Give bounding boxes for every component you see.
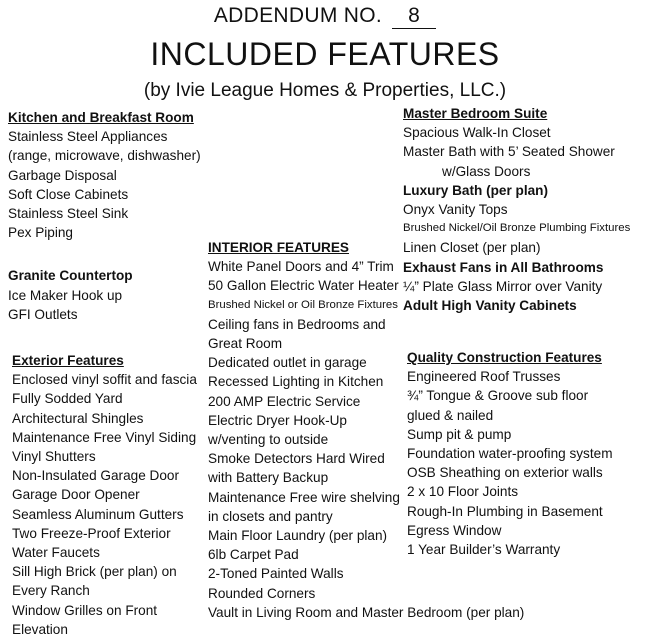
kitchen-item: Soft Close Cabinets	[8, 186, 129, 202]
quality-heading: Quality Construction Features	[407, 350, 602, 365]
master-item: ¼” Plate Glass Mirror over Vanity	[403, 278, 603, 294]
addendum-label: ADDENDUM NO.	[213, 4, 382, 27]
exterior-item: Window Grilles on Front	[12, 602, 158, 618]
exterior-section	[12, 351, 197, 639]
interior-item: Brushed Nickel or Oil Bronze Fixtures	[208, 298, 398, 311]
master-item: Linen Closet (per plan)	[403, 240, 541, 256]
exterior-item: Seamless Aluminum Gutters	[12, 506, 184, 522]
kitchen-item: Pex Piping	[8, 225, 73, 241]
page-title: INCLUDED FEATURES	[150, 36, 500, 72]
master-heading: Master Bedroom Suite	[403, 106, 548, 121]
exterior-item: Maintenance Free Vinyl Siding	[12, 429, 197, 445]
exterior-item: Every Ranch	[12, 583, 90, 599]
addendum-number: 8	[392, 4, 436, 29]
master-item: Exhaust Fans in All Bathrooms	[403, 259, 604, 275]
quality-item: Foundation water-proofing system	[407, 446, 613, 462]
interior-item: Great Room	[208, 336, 283, 352]
quality-item: Sump pit & pump	[407, 426, 512, 442]
interior-item: 2-Toned Painted Walls	[208, 566, 344, 582]
master-section	[403, 104, 630, 315]
quality-item: 1 Year Builder’s Warranty	[407, 542, 561, 558]
master-item: Spacious Walk-In Closet	[403, 125, 551, 141]
exterior-heading: Exterior Features	[12, 353, 124, 368]
exterior-item: Sill High Brick (per plan) on	[12, 564, 177, 580]
interior-item: Electric Dryer Hook-Up	[208, 412, 347, 428]
exterior-item: Elevation	[12, 621, 68, 637]
kitchen-heading: Kitchen and Breakfast Room	[8, 110, 194, 125]
kitchen-item: Garbage Disposal	[8, 167, 117, 183]
master-item: Luxury Bath (per plan)	[403, 182, 549, 198]
interior-item: Dedicated outlet in garage	[208, 355, 367, 371]
quality-item: 2 x 10 Floor Joints	[407, 484, 519, 500]
granite-item: Ice Maker Hook up	[8, 287, 123, 303]
quality-item: Rough-In Plumbing in Basement	[407, 503, 603, 519]
interior-item: Recessed Lighting in Kitchen	[208, 374, 384, 390]
master-item: Brushed Nickel/Oil Bronze Plumbing Fixtures	[403, 222, 631, 235]
interior-item: 200 AMP Electric Service	[208, 393, 361, 409]
interior-item: White Panel Doors and 4” Trim	[208, 259, 394, 275]
exterior-item: Water Faucets	[12, 545, 100, 561]
interior-item: Ceiling fans in Bedrooms and	[208, 316, 386, 332]
kitchen-item: (range, microwave, dishwasher)	[8, 148, 201, 164]
quality-item: glued & nailed	[407, 407, 494, 423]
quality-item: Engineered Roof Trusses	[407, 369, 561, 385]
interior-item: in closets and pantry	[208, 508, 333, 524]
kitchen-section	[8, 108, 201, 324]
granite-item: GFI Outlets	[8, 306, 78, 322]
master-item: Adult High Vanity Cabinets	[403, 298, 577, 314]
quality-item: Egress Window	[407, 522, 502, 538]
interior-item: 50 Gallon Electric Water Heater	[208, 278, 399, 294]
addendum-line	[0, 4, 650, 29]
master-item: w/Glass Doors	[442, 163, 531, 179]
interior-heading: INTERIOR FEATURES	[208, 240, 349, 255]
exterior-item: Non-Insulated Garage Door	[12, 468, 179, 484]
page-subtitle: (by Ivie League Homes & Properties, LLC.)	[143, 80, 507, 101]
quality-section	[407, 348, 613, 559]
interior-item: 6lb Carpet Pad	[208, 547, 299, 563]
interior-item: Maintenance Free wire shelving	[208, 489, 400, 505]
master-item: Onyx Vanity Tops	[403, 202, 508, 218]
exterior-item: Enclosed vinyl soffit and fascia	[12, 372, 197, 388]
interior-item: Vault in Living Room and Master Bedroom (per plan)	[208, 604, 525, 620]
exterior-item: Fully Sodded Yard	[12, 391, 123, 407]
kitchen-item: Stainless Steel Sink	[8, 206, 129, 222]
exterior-item: Garage Door Opener	[12, 487, 140, 503]
interior-item: Rounded Corners	[208, 585, 316, 601]
master-item: Master Bath with 5’ Seated Shower	[403, 144, 615, 160]
kitchen-item: Stainless Steel Appliances	[8, 129, 168, 145]
exterior-item: Vinyl Shutters	[12, 449, 96, 465]
exterior-item: Two Freeze-Proof Exterior	[12, 525, 171, 541]
granite-heading: Granite Countertop	[8, 268, 133, 284]
quality-item: OSB Sheathing on exterior walls	[407, 465, 603, 481]
interior-item: Main Floor Laundry (per plan)	[208, 528, 388, 544]
interior-item: Smoke Detectors Hard Wired	[208, 451, 385, 467]
interior-item: w/venting to outside	[208, 432, 329, 448]
interior-item: with Battery Backup	[208, 470, 329, 486]
exterior-item: Architectural Shingles	[12, 410, 144, 426]
quality-item: ¾” Tongue & Groove sub floor	[407, 388, 589, 404]
